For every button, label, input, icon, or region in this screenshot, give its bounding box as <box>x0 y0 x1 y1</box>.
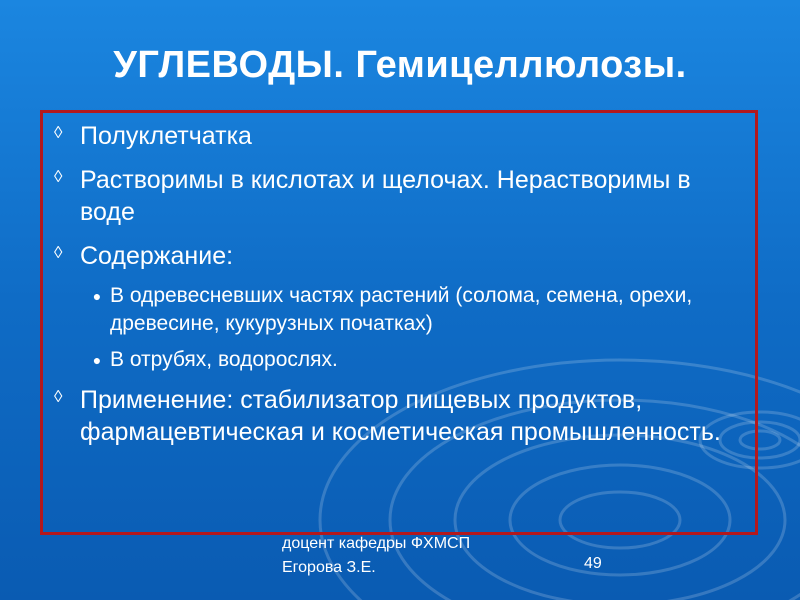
sub-bullet-list <box>84 282 744 374</box>
diamond-bullet-icon: ◊ <box>54 167 63 186</box>
footer-line-2: Егорова З.Е. <box>282 559 376 576</box>
list-item <box>54 240 744 272</box>
footer-line-1: доцент кафедры ФХМСП <box>282 535 471 552</box>
sub-bullet-text: В отрубях, водорослях. <box>110 348 338 371</box>
footer-author <box>282 532 470 580</box>
bullet-text: Содержание: <box>80 242 234 270</box>
dot-bullet-icon: ● <box>92 352 102 368</box>
sub-list-item <box>84 346 744 374</box>
list-item <box>54 120 744 152</box>
sub-list-item <box>84 282 744 338</box>
bullet-text: Полуклетчатка <box>80 122 252 150</box>
page-number: 49 <box>584 555 602 572</box>
diamond-bullet-icon: ◊ <box>54 123 63 142</box>
bullet-text: Применение: стабилизатор пищевых продуктов, фармацевтическая и косметическая промышленность. <box>80 386 721 446</box>
list-item <box>54 384 744 448</box>
bullet-list <box>54 120 744 460</box>
sub-bullet-text: В одревесневших частях растений (солома, семена, орехи, древесине, кукурузных початках) <box>110 284 693 335</box>
diamond-bullet-icon: ◊ <box>54 243 63 262</box>
slide-title: УГЛЕВОДЫ. Гемицеллюлозы. <box>113 44 687 86</box>
list-item <box>54 164 744 228</box>
diamond-bullet-icon: ◊ <box>54 387 63 406</box>
bullet-text: Растворимы в кислотах и щелочах. Нерастворимы в воде <box>80 166 691 226</box>
dot-bullet-icon: ● <box>92 288 102 304</box>
